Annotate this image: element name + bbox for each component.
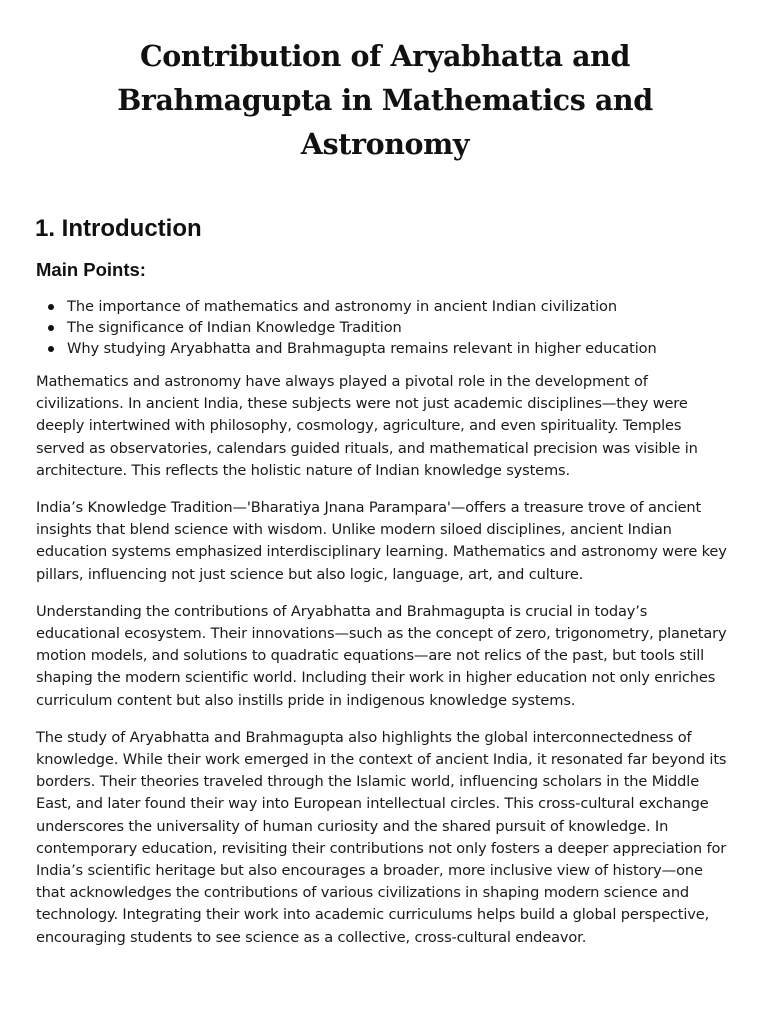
list-item xyxy=(36,338,734,359)
paragraph-global-interconnectedness: The study of Aryabhatta and Brahmagupta also highlights the global interconnectedness of knowledge. While their work emerged in the context of ancient India, it resonated far beyond its borders. Their theories traveled through the Islamic world, influencing scholars in the Middle East, and later found their way into European intellectual circles. This cross-cultural exchange underscores the universality of human curiosity and the shared pursuit of knowledge. In contemporary education, revisiting their contributions not only fosters a deeper appreciation for India’s scientific heritage but also encourages a broader, more inclusive view of history—one that acknowledges the contributions of various civilizations in shaping modern science and technology. Integrating their work into academic curriculums helps build a global perspective, encouraging students to see science as a collective, cross-cultural endeavor. xyxy=(36,728,727,946)
bullet-icon xyxy=(48,346,54,352)
main-points-heading: Main Points: xyxy=(36,259,146,280)
list-item xyxy=(36,317,734,338)
main-points-list xyxy=(36,296,734,359)
document-title: Contribution of Aryabhatta and Brahmagupta in Mathematics and Astronomy xyxy=(117,39,653,161)
bullet-icon xyxy=(48,304,54,310)
list-item-text: The importance of mathematics and astronomy in ancient Indian civilization xyxy=(67,298,617,315)
paragraph-knowledge-tradition: India’s Knowledge Tradition—'Bharatiya Jnana Parampara'—offers a treasure trove of ancient insights that blend science with wisdom. Unlike modern siloed disciplines, ancient Indian education systems emphasized interdisciplinary learning. Mathematics and astronomy were key pillars, influencing not just science but also logic, language, art, and culture. xyxy=(36,499,727,583)
paragraph-intro: Mathematics and astronomy have always played a pivotal role in the development of civilizations. In ancient India, these subjects were not just academic disciplines—they were deeply intertwined with philosophy, cosmology, agriculture, and even spirituality. Temples served as observatories, calendars guided rituals, and mathematical precision was visible in architecture. This reflects the holistic nature of Indian knowledge systems. xyxy=(36,373,698,479)
bullet-icon xyxy=(48,325,54,331)
list-item-text: The significance of Indian Knowledge Tradition xyxy=(67,319,402,336)
paragraph-relevance: Understanding the contributions of Aryabhatta and Brahmagupta is crucial in today’s educational ecosystem. Their innovations—such as the concept of zero, trigonometry, planetary motion models, and solutions to quadratic equations—are not relics of the past, but tools still shaping the modern scientific world. Including their work in higher education not only enriches curriculum content but also instills pride in indigenous knowledge systems. xyxy=(36,602,727,709)
list-item-text: Why studying Aryabhatta and Brahmagupta remains relevant in higher education xyxy=(67,340,657,357)
section-heading: 1. Introduction xyxy=(35,215,202,242)
list-item xyxy=(36,296,734,317)
